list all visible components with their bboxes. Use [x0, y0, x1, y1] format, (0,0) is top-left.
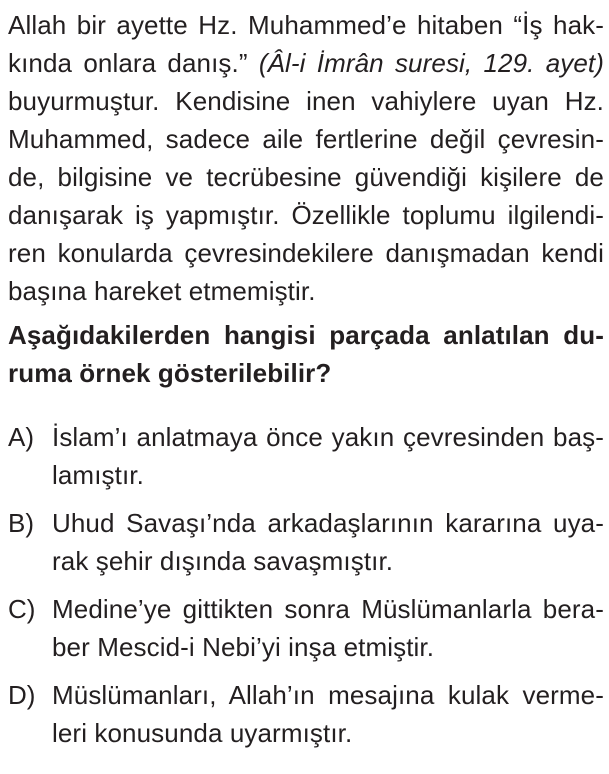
option-line: ber Mescid-i Nebi’yi inşa etmiştir. [52, 632, 435, 662]
passage-line: başına hareket etmemiştir. [8, 276, 316, 306]
option-line: Müslümanları, Allah’ın mesajına kulak verme- [52, 680, 604, 710]
option-letter: A) [8, 422, 34, 452]
answer-options [8, 418, 604, 752]
option-line: Uhud Savaşı’nda arkadaşlarının kararına uya- [52, 508, 604, 538]
question-line: ruma örnek gösterilebilir? [8, 358, 332, 388]
option-line: leri konusunda uyarmıştır. [52, 718, 353, 748]
option-line: lamıştır. [52, 460, 144, 490]
option-c[interactable] [8, 590, 604, 666]
passage-text: kında onlara danış.” [8, 48, 259, 78]
passage-line [8, 44, 604, 82]
passage [8, 6, 604, 310]
option-a[interactable] [8, 418, 604, 494]
option-letter: C) [8, 594, 36, 624]
option-text [52, 590, 604, 666]
passage-line: Muhammed, sadece aile fertlerine değil çevresin- [8, 124, 604, 154]
option-line: İslam’ı anlatmaya önce yakın çevresinden baş- [52, 422, 604, 452]
question-stem [8, 316, 604, 392]
option-line: Medine’ye gittikten sonra Müslümanlarla bera- [52, 594, 604, 624]
passage-line: ren konularda çevresindekilere danışmadan kendi [8, 238, 604, 268]
option-text [52, 418, 604, 494]
option-b[interactable] [8, 504, 604, 580]
passage-line: buyurmuştur. Kendisine inen vahiylere uyan Hz. [8, 86, 604, 116]
question-page [8, 6, 604, 762]
passage-line: de, bilgisine ve tecrübesine güvendiği kişilere de [8, 162, 604, 192]
option-letter: D) [8, 680, 36, 710]
passage-line: Allah bir ayette Hz. Muhammed’e hitaben “İş hak- [8, 10, 604, 40]
passage-line: danışarak iş yapmıştır. Özellikle toplumu ilgilendi- [8, 200, 604, 230]
option-d[interactable] [8, 676, 604, 752]
option-line: rak şehir dışında savaşmıştır. [52, 546, 394, 576]
option-text [52, 676, 604, 752]
option-letter: B) [8, 508, 34, 538]
verse-reference: (Âl-i İmrân suresi, 129. ayet) [258, 48, 604, 78]
question-line: Aşağıdakilerden hangisi parçada anlatılan du- [8, 320, 604, 350]
option-text [52, 504, 604, 580]
